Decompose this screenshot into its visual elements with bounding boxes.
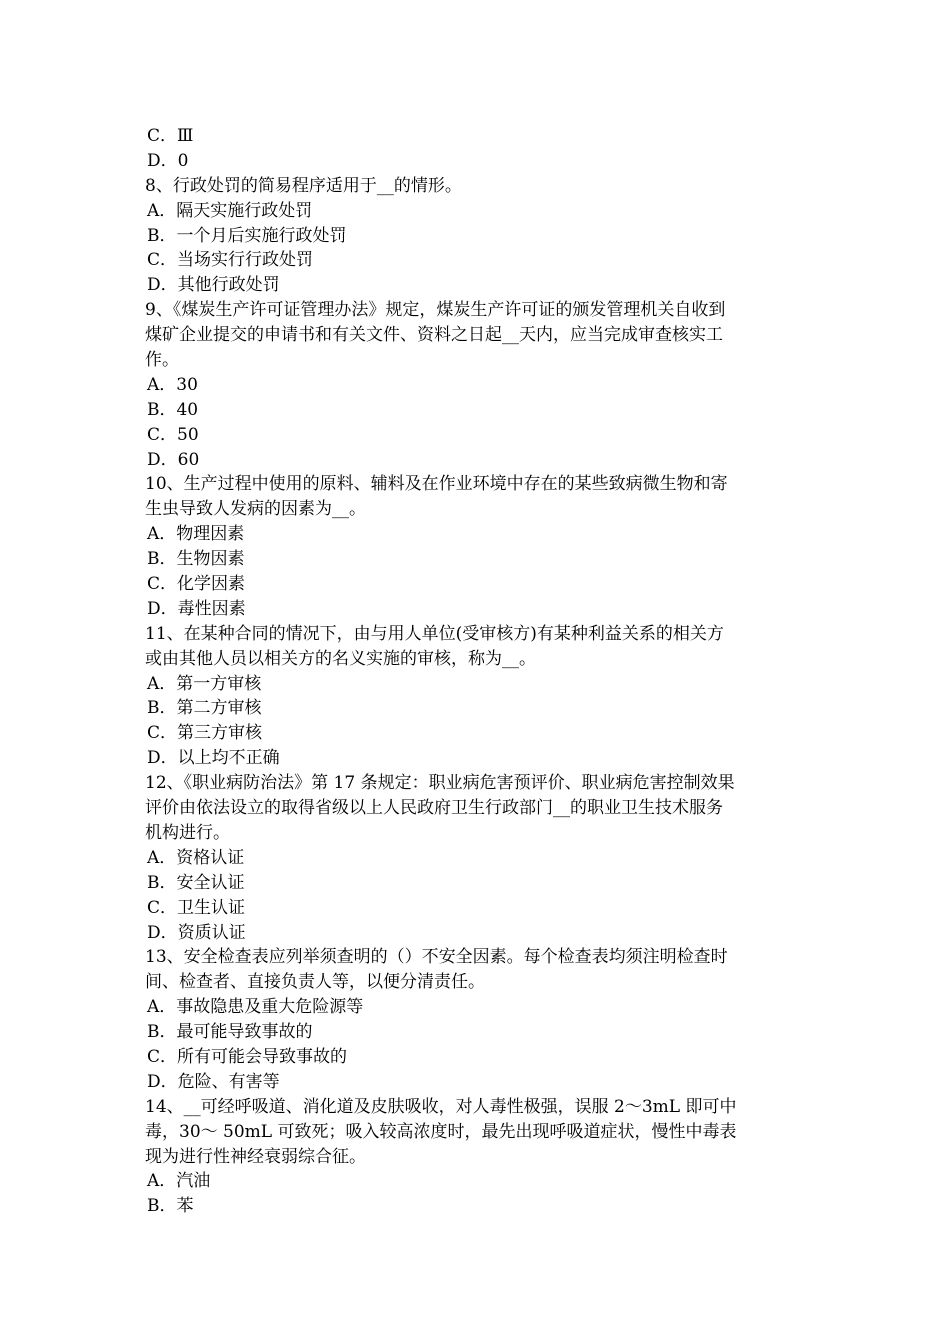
question-text: 生虫导致人发病的因素为__。 xyxy=(145,499,366,520)
answer-option: B．苯 xyxy=(147,1196,194,1217)
question-text: 毒，30～ 50mL 可致死；吸入较高浓度时，最先出现呼吸道症状，慢性中毒表 xyxy=(145,1121,737,1142)
answer-option: A．30 xyxy=(147,374,198,395)
answer-option: D．以上均不正确 xyxy=(147,748,280,769)
question-text: 10、生产过程中使用的原料、辅料及在作业环境中存在的某些致病微生物和寄 xyxy=(145,474,728,495)
question-text: 9、《煤炭生产许可证管理办法》规定，煤炭生产许可证的颁发管理机关自收到 xyxy=(145,300,726,321)
question-text: 煤矿企业提交的申请书和有关文件、资料之日起__天内，应当完成审查核实工 xyxy=(145,325,723,346)
answer-option: A．物理因素 xyxy=(147,524,245,545)
answer-option: A．第一方审核 xyxy=(147,673,262,694)
answer-option: C．50 xyxy=(147,424,199,445)
question-text: 评价由依法设立的取得省级以上人民政府卫生行政部门__的职业卫生技术服务 xyxy=(145,798,723,819)
answer-option: C．所有可能会导致事故的 xyxy=(147,1046,348,1067)
question-text: 13、安全检查表应列举须查明的（）不安全因素。每个检查表均须注明检查时 xyxy=(145,947,728,968)
question-list xyxy=(145,124,807,1219)
answer-option: B．一个月后实施行政处罚 xyxy=(147,225,347,246)
question-text: 作。 xyxy=(145,350,179,371)
answer-option: B．安全认证 xyxy=(147,872,245,893)
answer-option: C．第三方审核 xyxy=(147,723,263,744)
answer-option: C．当场实行行政处罚 xyxy=(147,250,314,271)
answer-option: D．其他行政处罚 xyxy=(147,275,280,296)
answer-option: C．化学因素 xyxy=(147,574,246,595)
question-text: 11、在某种合同的情况下，由与用人单位(受审核方)有某种利益关系的相关方 xyxy=(145,623,724,644)
question-text: 现为进行性神经衰弱综合征。 xyxy=(145,1146,366,1167)
answer-option: C．Ⅲ xyxy=(147,126,194,146)
question-text: 14、__可经呼吸道、消化道及皮肤吸收，对人毒性极强，误服 2～3mL 即可中 xyxy=(145,1096,737,1117)
question-text: 或由其他人员以相关方的名义实施的审核，称为__。 xyxy=(145,648,536,669)
answer-option: D．资质认证 xyxy=(147,922,246,943)
answer-option: B．生物因素 xyxy=(147,549,245,570)
answer-option: A．隔天实施行政处罚 xyxy=(147,200,313,221)
question-text: 12、《职业病防治法》第 17 条规定：职业病危害预评价、职业病危害控制效果 xyxy=(145,773,735,794)
answer-option: A．事故隐患及重大危险源等 xyxy=(147,997,364,1018)
answer-option: A．汽油 xyxy=(147,1171,211,1192)
question-text: 8、行政处罚的简易程序适用于__的情形。 xyxy=(145,175,462,196)
question-text: 间、检查者、直接负责人等，以便分清责任。 xyxy=(145,972,485,993)
answer-option: B．40 xyxy=(147,399,199,420)
answer-option: D．60 xyxy=(147,449,200,470)
answer-option: D．0 xyxy=(147,150,189,171)
answer-option: B．第二方审核 xyxy=(147,698,262,719)
answer-option: D．毒性因素 xyxy=(147,598,246,619)
question-text: 机构进行。 xyxy=(145,822,230,843)
answer-option: B．最可能导致事故的 xyxy=(147,1022,313,1043)
answer-option: C．卫生认证 xyxy=(147,897,246,918)
answer-option: D．危险、有害等 xyxy=(147,1071,280,1092)
answer-option: A．资格认证 xyxy=(147,847,245,868)
